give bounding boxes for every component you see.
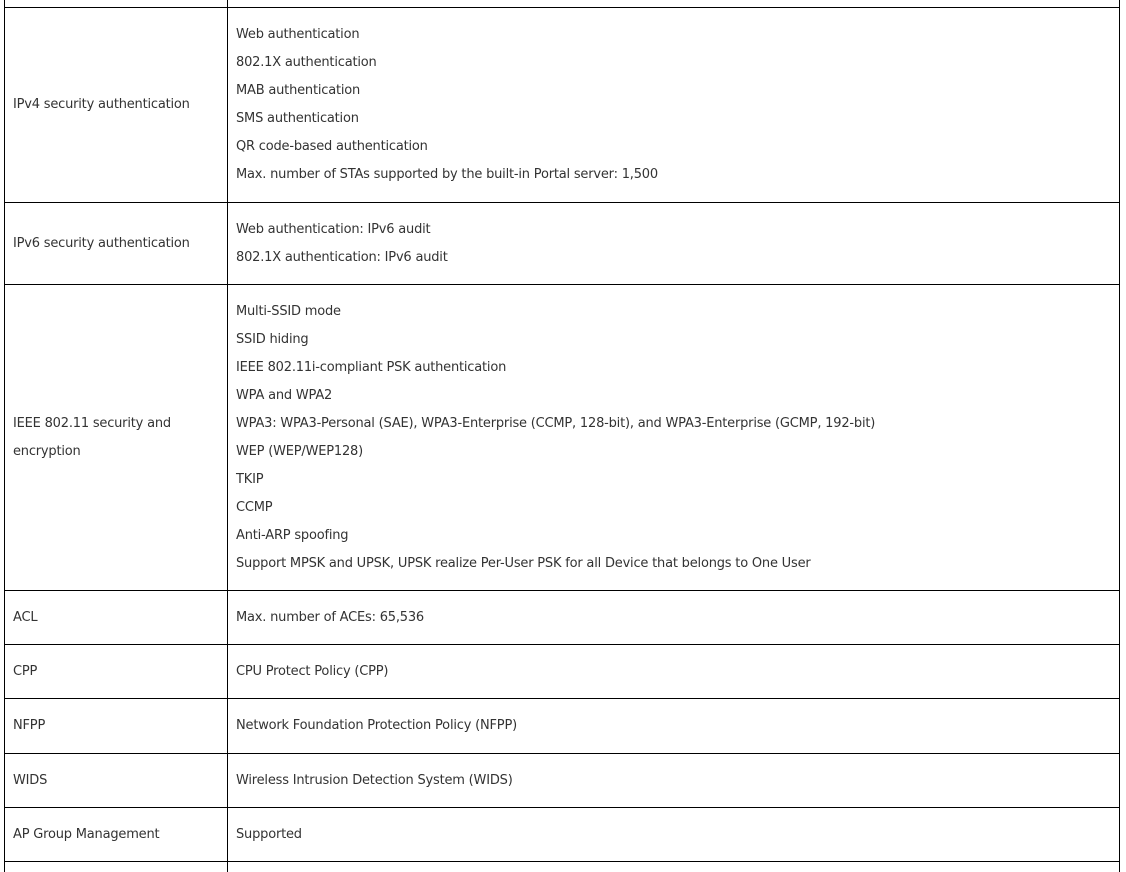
spec-label: [5, 754, 228, 808]
spec-value: [228, 754, 1120, 808]
table-row: [5, 285, 1120, 591]
spec-value-line: CPU Protect Policy (CPP): [236, 663, 389, 679]
table-bottom-edge: [4, 860, 1120, 872]
table-row: [5, 203, 1120, 285]
spec-value: [228, 645, 1120, 699]
spec-label: [5, 645, 228, 699]
spec-value-line: QR code-based authentication: [236, 139, 428, 154]
spec-value-line: IEEE 802.11i-compliant PSK authentication: [236, 359, 507, 375]
spec-label: [5, 808, 228, 862]
spec-value-line: Support MPSK and UPSK, UPSK realize Per-User PSK for all Device that belongs to One User: [236, 555, 811, 571]
spec-label: [5, 8, 228, 203]
spec-label-text: ACL: [13, 609, 38, 625]
spec-value-line: Web authentication: IPv6 audit: [236, 221, 431, 237]
spec-label: [5, 699, 228, 754]
spec-value: [228, 591, 1120, 645]
column-divider: [227, 0, 228, 7]
spec-label-text: IPv6 security authentication: [13, 235, 190, 251]
spec-value: [228, 285, 1120, 591]
spec-table-body: [5, 8, 1120, 862]
spec-label: [5, 591, 228, 645]
spec-value-line: Multi-SSID mode: [236, 303, 341, 319]
spec-value-line: Max. number of STAs supported by the built-in Portal server: 1,500: [236, 167, 658, 182]
spec-value-line: Wireless Intrusion Detection System (WIDS): [236, 772, 513, 788]
spec-value-line: SMS authentication: [236, 111, 359, 126]
spec-value: [228, 203, 1120, 285]
spec-value-line: WEP (WEP/WEP128): [236, 443, 363, 459]
spec-value-line: MAB authentication: [236, 83, 361, 98]
spec-label-text: IPv4 security authentication: [13, 97, 190, 112]
spec-value-line: 802.1X authentication: [236, 55, 377, 70]
spec-value: [228, 8, 1120, 203]
spec-value-line: Web authentication: [236, 27, 360, 42]
spec-value-line: Max. number of ACEs: 65,536: [236, 609, 425, 625]
spec-label-text: AP Group Management: [13, 826, 160, 842]
table-row: [5, 699, 1120, 754]
spec-label-text: NFPP: [13, 718, 46, 733]
spec-value-line: CCMP: [236, 499, 273, 515]
spec-table: [4, 7, 1120, 862]
spec-label: [5, 203, 228, 285]
spec-value: [228, 808, 1120, 862]
spec-value-line: SSID hiding: [236, 331, 309, 347]
spec-label-text: CPP: [13, 663, 38, 679]
table-row: [5, 8, 1120, 203]
spec-value-line: WPA3: WPA3-Personal (SAE), WPA3-Enterprise (CCMP, 128-bit), and WPA3-Enterprise (GCMP, 192-bit): [236, 415, 876, 431]
spec-value: [228, 699, 1120, 754]
spec-label-text: encryption: [13, 443, 81, 459]
column-divider: [227, 860, 228, 872]
spec-label-text: IEEE 802.11 security and: [13, 415, 171, 431]
spec-label-text: WIDS: [13, 772, 48, 788]
spec-value-line: TKIP: [236, 471, 264, 487]
table-row: [5, 645, 1120, 699]
spec-value-line: Supported: [236, 826, 302, 842]
table-row: [5, 808, 1120, 862]
spec-value-line: 802.1X authentication: IPv6 audit: [236, 249, 448, 265]
spec-value-line: Network Foundation Protection Policy (NFPP): [236, 718, 517, 733]
spec-value-line: WPA and WPA2: [236, 387, 333, 403]
table-top-edge: [4, 0, 1120, 7]
spec-value-line: Anti-ARP spoofing: [236, 527, 349, 543]
table-row: [5, 591, 1120, 645]
spec-label: [5, 285, 228, 591]
table-row: [5, 754, 1120, 808]
